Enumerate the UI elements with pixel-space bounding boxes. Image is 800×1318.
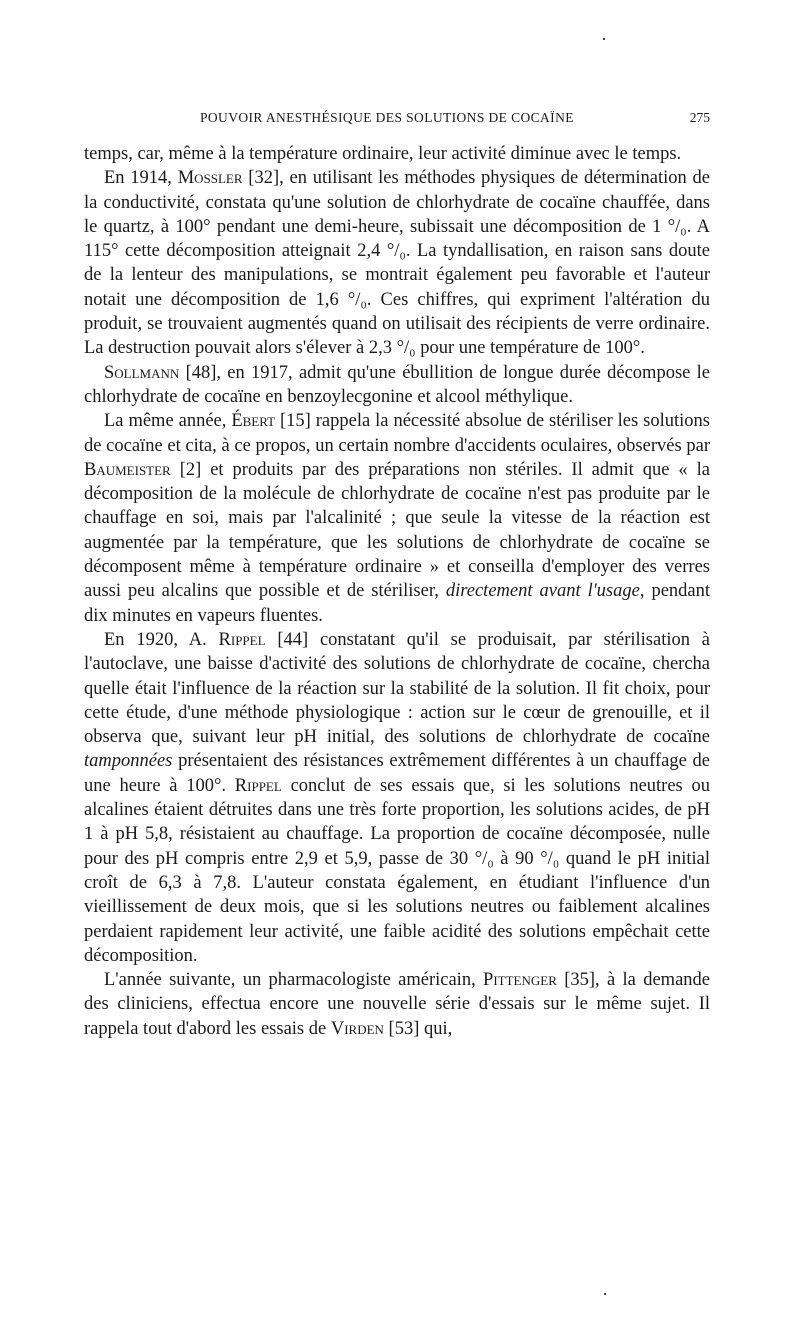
text-run: temps, car, même à la température ordinaire, leur activité diminue avec le temps.: [84, 144, 682, 164]
running-title: POUVOIR ANESTHÉSIQUE DES SOLUTIONS DE COCAÏNE: [200, 110, 574, 125]
text-run: En 1920, A.: [104, 629, 219, 650]
text-run: [15] rappela la nécessité absolue de stériliser les solutions de cocaïne et cita, à ce propos, un certain nombre d'accidents oculaires, observés par: [84, 411, 710, 456]
paragraph: [84, 142, 710, 166]
author-name: Sollmann: [104, 362, 180, 383]
text-run: [44] constatant qu'il se produisait, par stérilisation à l'autoclave, une baisse d'activité des solutions de chlorhydrate de cocaïne, chercha quelle était l'influence de la réaction sur la stabilité de la solution. Il fit choix, pour cette étude, d'une méthode physiologique : action sur le cœur de grenouille, et il observa que, suivant leur pH initial, des solutions de chlorhydrate de cocaïne: [84, 629, 711, 748]
author-name: Pittenger: [483, 970, 557, 991]
text-run: présentaient des résistances extrêmement différentes à un chauffage de une heure à 100°.: [84, 751, 710, 796]
page-number: 275: [689, 110, 710, 125]
text-run: [2] et produits par des préparations non stériles. Il admit que « la décomposition de la molécule de chlorhydrate de cocaïne n'est pas produite par le chauffage en soi, mais par l'alcalinité ; que seule la vitesse de la réaction est augmentée par la température, que les solutions de chlorhydrate de cocaïne se décomposent même à température ordinaire » et conseilla d'employer des verres aussi peu alcalins que possible et de stériliser,: [84, 459, 710, 602]
emphasis-text: directement avant l'usage: [445, 581, 640, 602]
paragraph: [84, 409, 710, 628]
author-name: Mossler: [177, 168, 243, 189]
author-name: Rippel: [218, 629, 266, 650]
paragraph: [84, 968, 710, 1041]
paragraph: [84, 361, 710, 410]
text-run: L'année suivante, un pharmacologiste américain,: [104, 970, 484, 991]
text-run: [53] qui,: [383, 1018, 453, 1039]
text-run: [35], à la demande des cliniciens, effectua encore une nouvelle série d'essais sur le même sujet. Il rappela tout d'abord les essais de: [84, 970, 710, 1039]
author-name: Rippel: [234, 775, 282, 796]
running-head: [84, 110, 710, 132]
text-run: , pendant dix minutes en vapeurs fluentes.: [84, 581, 711, 626]
scan-speck: [603, 38, 605, 40]
text-run: La même année,: [104, 411, 232, 432]
text-run: En 1914,: [104, 168, 178, 189]
scan-speck: [604, 1293, 606, 1295]
author-name: Virden: [330, 1018, 384, 1039]
paragraph: [84, 628, 710, 968]
author-name: Ébert: [231, 411, 276, 432]
text-run: conclut de ses essais que, si les solutions neutres ou alcalines étaient détruites dans une très forte proportion, les solutions acides, de pH 1 à pH 5,8, résistaient au chauffage. La proportion de cocaïne décomposée, nulle pour des pH compris entre 2,9 et 5,9, passe de 30 °/₀ à 90 °/₀ quand le pH initial croît de 6,3 à 7,8. L'auteur constata également, en étudiant l'influence d'un vieillissement de deux mois, que si les solutions neutres ou faiblement alcalines perdaient rapidement leur activité, une faible acidité des solutions empêchait cette décomposition.: [84, 775, 710, 966]
text-run: [32], en utilisant les méthodes physiques de détermination de la conductivité, constata qu'une solution de chlorhydrate de cocaïne chauffée, dans le quartz, à 100° pendant une demi-heure, subissait une décomposition de 1 °/₀. A 115° cette décomposition atteignait 2,4 °/₀. La tyndallisation, en raison sans doute de la lenteur des manipulations, se montrait également peu favorable et l'auteur notait une décomposition de 1,6 °/₀. Ces chiffres, qui expriment l'altération du produit, se trouvaient augmentés quand on utilisait des récipients de verre ordinaire. La destruction pouvait alors s'élever à 2,3 °/₀ pour une température de 100°.: [84, 168, 710, 359]
paragraph: [84, 166, 710, 360]
author-name: Baumeister: [84, 459, 171, 480]
text-run: [48], en 1917, admit qu'une ébullition de longue durée décompose le chlorhydrate de cocaïne en benzoylecgonine et alcool méthylique.: [84, 362, 710, 407]
body-text: [84, 142, 710, 1041]
emphasis-text: tamponnées: [84, 751, 173, 772]
